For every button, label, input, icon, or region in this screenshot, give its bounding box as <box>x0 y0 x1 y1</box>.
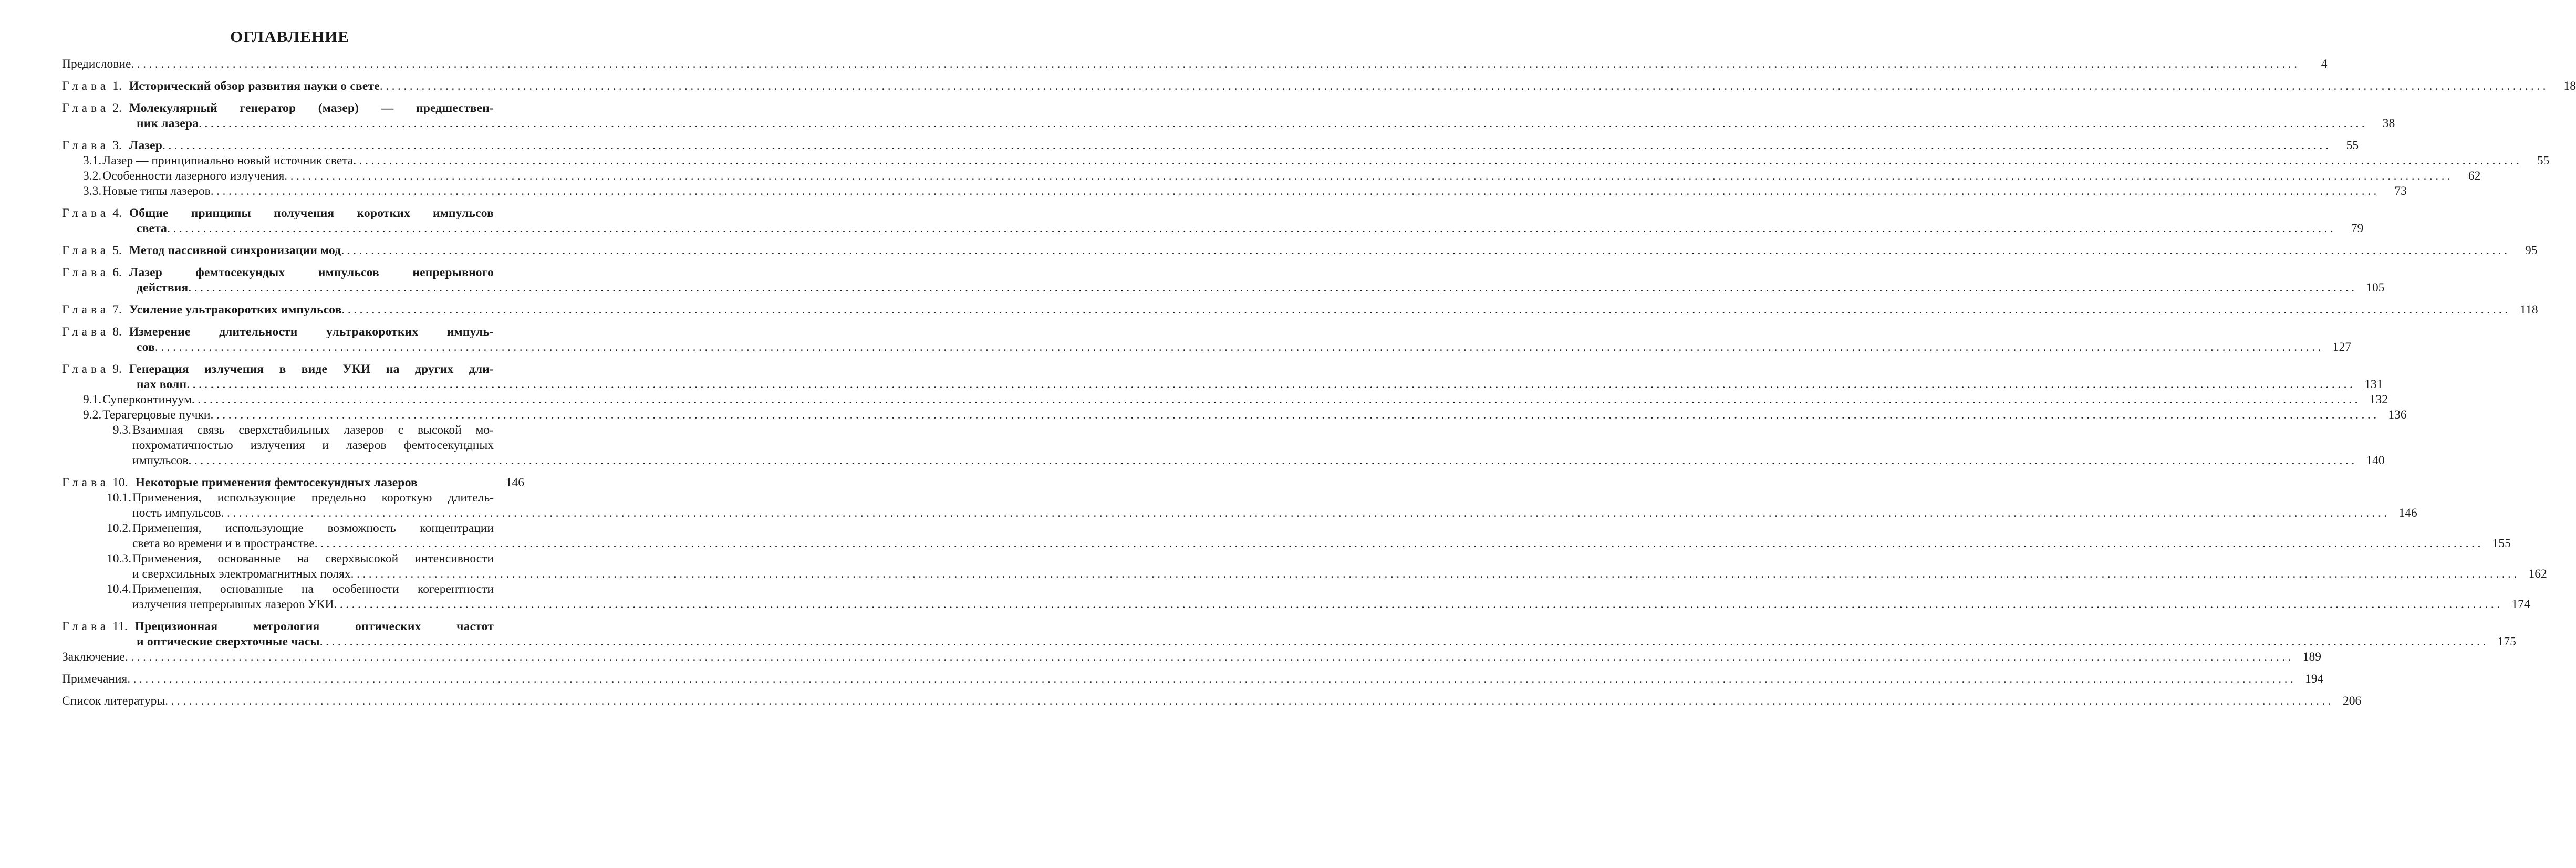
toc-line <box>62 650 2321 665</box>
toc-entry[interactable] <box>62 672 2324 687</box>
chapter-number: 10. <box>112 476 128 489</box>
page-number: 140 <box>2366 454 2385 467</box>
toc-line <box>62 116 2395 131</box>
page-number: 146 <box>2398 506 2417 520</box>
section-number: 3.2. <box>83 169 102 183</box>
toc-entry[interactable] <box>62 619 2516 650</box>
dot-leader <box>284 169 2453 184</box>
toc-entry[interactable] <box>83 582 2530 612</box>
dot-leader <box>353 153 2522 169</box>
toc-entry[interactable] <box>62 694 2362 709</box>
page-number: 4 <box>2321 57 2328 71</box>
toc-entry[interactable] <box>83 407 2407 423</box>
page-number: 162 <box>2528 567 2547 581</box>
chapter-title: нах волн <box>137 378 187 391</box>
chapter-title: Метод пассивной синхронизации мод <box>129 244 341 257</box>
toc-line <box>62 243 2538 258</box>
chapter-number: 5. <box>112 244 122 257</box>
entry-title: Предисловие <box>62 57 131 71</box>
dot-leader <box>315 536 2484 551</box>
toc-line <box>62 265 524 280</box>
toc-line <box>83 453 2385 468</box>
section-number: 3.1. <box>83 154 102 168</box>
toc-entry[interactable] <box>62 206 2364 236</box>
toc-entry[interactable] <box>62 101 2395 131</box>
toc-line <box>62 221 2364 236</box>
chapter-number: 11. <box>112 620 128 633</box>
toc-entry[interactable] <box>83 551 2547 582</box>
toc-entry[interactable] <box>62 79 2576 94</box>
section-title: Новые типы лазеров <box>102 184 211 198</box>
section-title: Применения, основанные на сверхвысокой интенсивности <box>132 552 494 566</box>
dot-leader <box>125 650 2294 665</box>
toc-line <box>62 206 524 221</box>
section-number: 10.4. <box>107 582 131 596</box>
page-number: 175 <box>2497 635 2516 649</box>
page-number: 105 <box>2366 281 2385 295</box>
dot-leader <box>342 302 2511 318</box>
toc-entry[interactable] <box>62 57 2328 72</box>
dot-leader <box>167 221 2336 236</box>
toc-line <box>62 325 524 340</box>
page-number: 118 <box>2520 303 2538 317</box>
chapter-title: Молекулярный генератор (мазер) — предшествен- <box>129 101 494 115</box>
page-number: 131 <box>2364 378 2383 391</box>
section-title: и сверхсильных электромагнитных полях <box>132 567 351 581</box>
section-number: 9.2. <box>83 408 102 422</box>
toc-entry[interactable] <box>83 169 2481 184</box>
section-title: импульсов <box>132 454 189 467</box>
toc-entry[interactable] <box>62 265 2385 296</box>
dot-leader <box>211 184 2380 199</box>
toc-line <box>83 423 524 438</box>
toc-line <box>83 407 2407 423</box>
toc-entry[interactable] <box>83 423 2385 468</box>
toc-line <box>62 138 2359 153</box>
section-number: 10.2. <box>107 521 131 535</box>
page-number: 194 <box>2305 672 2324 686</box>
toc-line <box>83 438 524 453</box>
page-number: 38 <box>2382 117 2395 130</box>
page-number: 55 <box>2346 139 2359 152</box>
section-title: Суперконтинуум <box>102 393 192 406</box>
toc-line <box>62 302 2538 318</box>
toc-line <box>62 672 2324 687</box>
chapter-label: Глава <box>62 101 110 115</box>
toc-entry[interactable] <box>62 302 2538 318</box>
section-number: 10.3. <box>107 552 131 566</box>
toc-entry[interactable] <box>62 138 2359 153</box>
toc-line <box>62 619 524 634</box>
page-number: 95 <box>2525 244 2538 257</box>
dot-leader <box>127 672 2296 687</box>
chapter-title: Лазер фемтосекундых импульсов непрерывного <box>129 266 494 279</box>
toc-line <box>83 169 2481 184</box>
page-number: 127 <box>2332 340 2352 354</box>
toc-line <box>62 79 2576 94</box>
page-number: 62 <box>2468 169 2481 183</box>
toc-line <box>62 362 524 377</box>
section-title: ность импульсов <box>132 506 221 520</box>
chapter-title: Измерение длительности ультракоротких импуль- <box>129 325 494 339</box>
toc-line <box>83 582 524 597</box>
toc-entry[interactable] <box>83 184 2407 199</box>
page-number: 132 <box>2369 393 2388 406</box>
section-number: 3.3. <box>83 184 102 198</box>
chapter-label: Глава <box>62 79 110 93</box>
toc-line <box>83 536 2511 551</box>
chapter-number: 9. <box>112 362 122 376</box>
chapter-label: Глава <box>62 139 110 152</box>
entry-title: Примечания <box>62 672 128 686</box>
toc-line <box>62 377 2383 392</box>
toc-entry[interactable] <box>83 490 2417 521</box>
page-number: 155 <box>2492 537 2511 550</box>
page-number: 136 <box>2388 408 2407 422</box>
toc-entry[interactable] <box>62 243 2538 258</box>
dot-leader <box>211 407 2380 423</box>
toc-line <box>83 392 2388 407</box>
page-number: 146 <box>505 476 524 489</box>
chapter-label: Глава <box>62 266 110 279</box>
toc-line <box>83 551 524 567</box>
dot-leader <box>334 597 2502 612</box>
chapter-title: Исторический обзор развития науки о свете <box>129 79 380 93</box>
chapter-number: 2. <box>112 101 122 115</box>
section-title: излучения непрерывных лазеров УКИ <box>132 598 334 611</box>
dot-leader <box>131 57 2300 72</box>
toc-entry[interactable] <box>62 650 2321 665</box>
chapter-title: Лазер <box>129 139 163 152</box>
chapter-number: 6. <box>112 266 122 279</box>
page-number: 174 <box>2511 598 2530 611</box>
section-number: 9.3. <box>112 423 131 437</box>
chapter-number: 8. <box>112 325 122 339</box>
chapter-number: 1. <box>112 79 122 93</box>
dot-leader <box>351 567 2520 582</box>
dot-leader <box>192 392 2361 407</box>
chapter-label: Глава <box>62 325 110 339</box>
toc-line <box>83 490 524 506</box>
chapter-label: Глава <box>62 362 110 376</box>
section-title: Применения, использующие возможность концентрации <box>132 521 494 535</box>
dot-leader <box>188 453 2357 468</box>
chapter-label: Глава <box>62 206 110 220</box>
chapter-number: 4. <box>112 206 122 220</box>
page-number: 206 <box>2343 694 2362 708</box>
chapter-label: Глава <box>62 244 110 257</box>
page-title: ОГЛАВЛЕНИЕ <box>230 27 349 46</box>
toc-line <box>62 101 524 116</box>
entry-title: Заключение <box>62 650 125 664</box>
dot-leader <box>320 634 2489 650</box>
section-title: Терагерцовые пучки <box>102 408 211 422</box>
chapter-title: Прецизионная метрология оптических частот <box>134 620 494 633</box>
chapter-title: Общие принципы получения коротких импульсов <box>129 206 494 220</box>
dot-leader <box>165 694 2334 709</box>
chapter-label: Глава <box>62 303 110 317</box>
toc-entry[interactable] <box>83 521 2511 551</box>
toc-line <box>83 567 2547 582</box>
entry-title: Список литературы <box>62 694 165 708</box>
toc-line <box>83 153 2550 169</box>
section-title: Лазер — принципиально новый источник света <box>102 154 354 168</box>
chapter-title: Усиление ультракоротких импульсов <box>129 303 342 317</box>
toc-line <box>62 280 2385 296</box>
chapter-title: и оптические сверхточные часы <box>137 635 320 649</box>
toc-entry[interactable] <box>62 325 2352 355</box>
toc-entry[interactable] <box>62 475 524 490</box>
chapter-title: Некоторые применения фемтосекундных лазеров <box>135 476 418 489</box>
toc-line <box>83 506 2417 521</box>
chapter-number: 3. <box>112 139 122 152</box>
section-title: Особенности лазерного излучения <box>102 169 285 183</box>
dot-leader <box>380 79 2549 94</box>
toc-entry[interactable] <box>62 362 2383 392</box>
toc-line <box>62 694 2362 709</box>
section-title: нохроматичностью излучения и лазеров фемтосекундных <box>132 438 494 452</box>
dot-leader <box>186 377 2355 392</box>
dot-leader <box>341 243 2510 258</box>
dot-leader <box>199 116 2367 131</box>
section-number: 10.1. <box>107 491 131 505</box>
chapter-title: сов <box>137 340 155 354</box>
toc-line <box>62 634 2516 650</box>
toc-line <box>83 597 2530 612</box>
toc-list <box>62 57 2576 709</box>
section-title: Применения, основанные на особенности когерентности <box>132 582 494 596</box>
dot-leader <box>188 280 2357 296</box>
toc-line <box>83 184 2407 199</box>
toc-entry[interactable] <box>83 153 2550 169</box>
page-number: 79 <box>2351 222 2364 235</box>
chapter-title: действия <box>137 281 189 295</box>
page-number: 73 <box>2394 184 2407 198</box>
dot-leader <box>162 138 2331 153</box>
chapter-title: ник лазера <box>137 117 199 130</box>
page-number: 189 <box>2302 650 2321 664</box>
toc-line <box>62 475 524 490</box>
page-number: 18 <box>2563 79 2576 93</box>
dot-leader <box>155 340 2324 355</box>
section-title: Взаимная связь сверхстабильных лазеров с высокой мо- <box>132 423 494 437</box>
section-title: света во времени и в пространстве <box>132 537 315 550</box>
chapter-title: света <box>137 222 168 235</box>
chapter-label: Глава <box>62 620 110 633</box>
toc-entry[interactable] <box>83 392 2388 407</box>
page-number: 55 <box>2537 154 2550 168</box>
chapter-label: Глава <box>62 476 110 489</box>
toc-line <box>62 57 2328 72</box>
toc-line <box>62 340 2352 355</box>
toc-line <box>83 521 524 536</box>
dot-leader <box>221 506 2390 521</box>
chapter-title: Генерация излучения в виде УКИ на других дли- <box>129 362 494 376</box>
section-title: Применения, использующие предельно короткую длитель- <box>132 491 494 505</box>
chapter-number: 7. <box>112 303 122 317</box>
section-number: 9.1. <box>83 393 102 406</box>
